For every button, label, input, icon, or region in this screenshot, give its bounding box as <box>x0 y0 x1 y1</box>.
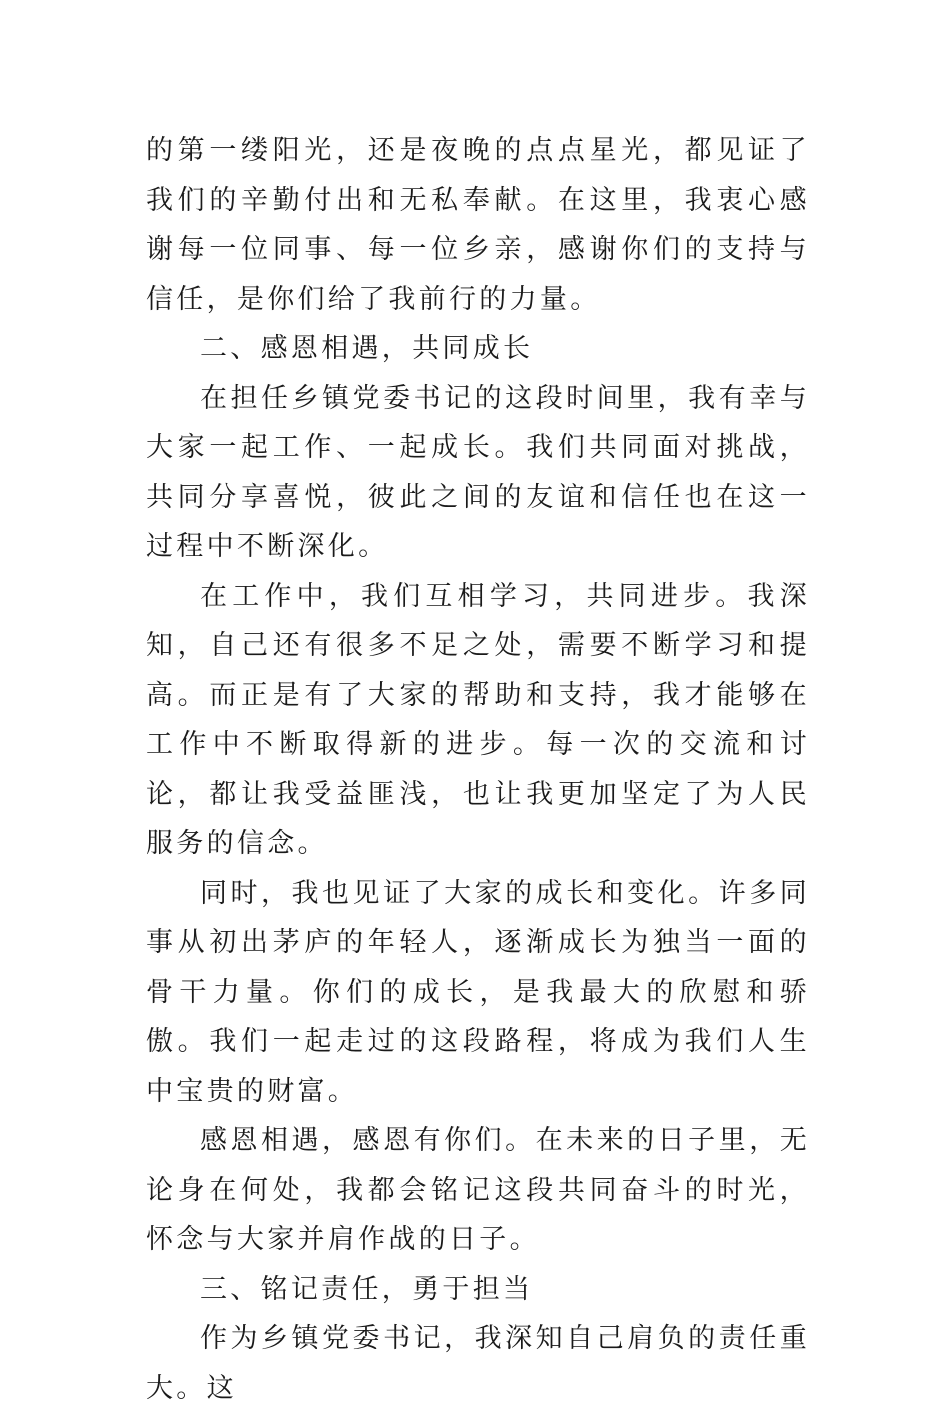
paragraph: 感恩相遇，感恩有你们。在未来的日子里，无论身在何处，我都会铭记这段共同奋斗的时光，怀念与大家并肩作战的日子。 <box>146 1125 810 1255</box>
paragraph: 同时，我也见证了大家的成长和变化。许多同事从初出茅庐的年轻人，逐渐成长为独当一面的骨干力量。你们的成长，是我最大的欣慰和骄傲。我们一起走过的这段路程，将成为我们人生中宝贵的财富。 <box>146 877 810 1107</box>
paragraph: 作为乡镇党委书记，我深知自己肩负的责任重大。这 <box>146 1323 810 1404</box>
section-heading-3: 三、铭记责任，勇于担当 <box>200 1273 534 1305</box>
paragraph: 在工作中，我们互相学习，共同进步。我深知，自己还有很多不足之处，需要不断学习和提高。而正是有了大家的帮助和支持，我才能够在工作中不断取得新的进步。每一次的交流和讨论，都让我受益匪浅，也让我更加坚定了为人民服务的信念。 <box>146 580 810 859</box>
paragraph-continuation: 的第一缕阳光，还是夜晚的点点星光，都见证了我们的辛勤付出和无私奉献。在这里，我衷心感谢每一位同事、每一位乡亲，感谢你们的支持与信任，是你们给了我前行的力量。 <box>146 135 810 315</box>
document-body <box>146 126 810 1413</box>
section-heading-2: 二、感恩相遇，共同成长 <box>200 333 534 364</box>
paragraph: 在担任乡镇党委书记的这段时间里，我有幸与大家一起工作、一起成长。我们共同面对挑战，共同分享喜悦，彼此之间的友谊和信任也在这一过程中不断深化。 <box>146 382 810 562</box>
